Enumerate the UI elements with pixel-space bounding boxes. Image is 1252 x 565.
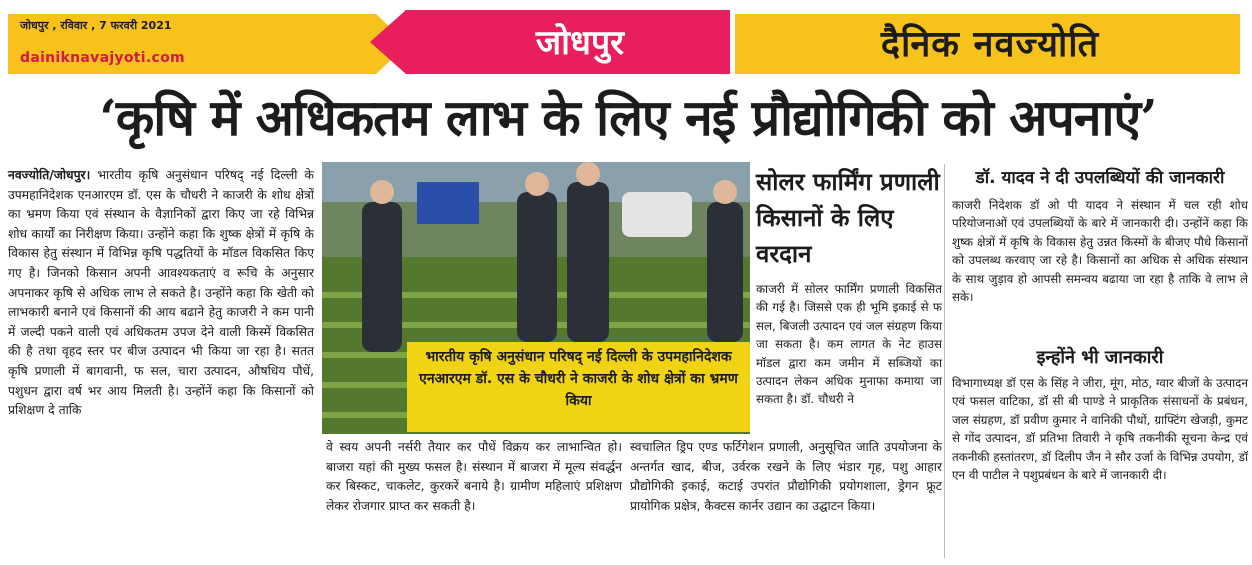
city-name: जोधपुर <box>535 23 625 63</box>
column-divider <box>944 164 945 558</box>
solar-heading: सोलर फार्मिंग प्रणाली किसानों के लिए वरदान <box>756 167 940 268</box>
solar-text-continued: स्वचालित ड्रिप एण्ड फर्टिगेशन प्रणाली, अनुसूचित जाति उपयोजना के अन्तर्गत खाद, बीज, उर्वरक रखने के लिए भंडार गृह, पशु आहार प्रौद्योगिकी इकाई, कटाई उपरांत प्रौद्योगिकी प्रयोगशाला, ड्रेगन फ्रूट प्रायोगिक प्रक्षेत्र, कैक्टस कार्नर उद्यान का उद्घाटन किया। <box>630 440 942 513</box>
masthead <box>0 6 1252 74</box>
date-line: जोधपुर , रविवार , 7 फरवरी 2021 <box>20 19 172 32</box>
yadav-text: काजरी निदेशक डॉ ओ पी यादव ने संस्थान में चल रही शोध परियोजनाओं एवं उपलब्धियों के बारे में जानकारी दी। उन्होंनें कहा कि शुष्क क्षेत्रों में कृषि के विकास हेतु उन्नत किस्मों के बीजए पौधे किसानों को उपलब्ध करवाए जा रहे है। किसानों का अधिक से अधिक संस्थान के साथ जुड़ाव हो आपसी समन्वय बढाया जा रहा है ताकि वे लाभ ले सके। <box>952 198 1248 305</box>
dateline: नवज्योति/जोधपुर। <box>8 168 91 182</box>
photo-caption: भारतीय कृषि अनुसंधान परिषद् नई दिल्ली के उपमहानिदेशक एनआरएम डॉ. एस के चौधरी ने काजरी के शोध क्षेत्रों का भ्रमण किया <box>407 342 750 432</box>
others-heading: इन्होंने भी जानकारी <box>1036 347 1164 368</box>
others-text: विभागाध्यक्ष डॉ एस के सिंह ने जीरा, मूंग, मोठ, ग्वार बीजों के उत्पादन एवं फसल वाटिका, डॉ सी बी पाण्डे ने प्राकृतिक संसाधनों के प्रबंधन, जल संग्रहण, डॉ प्रवीण कुमार ने वानिकी पौधों, ग्राफ्टिंग खेजड़ी, कुमट से गोंद उत्पादन, डॉ प्रतिभा तिवारी ने कृषि तकनीकी सूचना केन्द्र एवं तकनीकी हस्तांतरण, डॉ दिलीप जैन ने सौर उर्जा के विभिन्न उपयोग, डॉ एन वी पाटील ने पशुप्रबंधन के बारे में जानकारी दी। <box>952 376 1248 483</box>
solar-text: काजरी में सोलर फार्मिंग प्रणाली विकसित की गई है। जिससे एक ही भूमि इकाई से फ सल, बिजली उत्पादन एवं जल संग्रहण किया जा सकता है। कम लागत के नेट हाउस मॉडल द्वारा कम जमीन में सब्जियों का उत्पादन लेकन अधिक मुनाफा कमाया जा सकता है। डॉ. चौधरी ने <box>756 282 942 407</box>
article-column-2: वे स्वय अपनी नर्सरी तैयार कर पौधें विक्रय कर लाभान्वित हो। बाजरा यहां की मुख्य फसल है। संस्थान में बाजरा में मूल्य संवर्द्धन कर बिस्कट, चाकलेट, कुरकरें बनाये है। ग्रामीण महिलाएं प्रशिक्षण लेकर रोजगार प्राप्त कर सकती है। <box>326 440 622 513</box>
site-url[interactable]: dainiknavajyoti.com <box>20 50 185 66</box>
column-1-text: भारतीय कृषि अनुसंधान परिषद् नई दिल्ली के उपमहानिदेशक एनआरएम डॉ. एस के चौधरी ने काजरी के शोध क्षेत्रों का भ्रमण किया एवं संस्थान के वैज्ञानिकों द्वारा किए जा रहे विभिन्न शोध कार्यों का निरीक्षण किया। उन्होंने कहा कि शुष्क क्षेत्रों में कृषि के विकास हेतु संस्थान में विभिन्न कृषि पद्धतियों के मॉडल विकसित किए गए है। जिनको किसान अपनी आवश्यकताएं व रूचि के अनुसार अपनाकर कृषि से अधिक लाभ ले सकते है। उन्होंने कहा कि खेती को लाभकारी बनाने एवं किसानों की आय बढाने हेतु काजरी ने कम पानी में जल्दी पकने वाली एवं अधिकतम उपज देने वाली किस्में विकसित की है तथा वृहद स्तर पर बीज उत्पादन भी किया जा रहा है। सतत कृषि प्रणाली में बागवानी, फ सल, चारा उत्पादन, औषधिय पौधें, पशुधन द्वारा वर्ष भर आय मिलती है। उन्होंनें कहा कि किसानों को प्रशिक्षण दे ताकि <box>8 168 314 418</box>
article-column-1 <box>8 166 314 556</box>
page-headline: ‘कृषि में अधिकतम लाभ के लिए नई प्रौद्योगिकी को अपनाएं’ <box>99 88 1157 147</box>
newspaper-brand: दैनिक नवज्योति <box>880 24 1100 65</box>
yadav-heading: डॉ. यादव ने दी उपलब्धियों की जानकारी <box>975 168 1225 188</box>
